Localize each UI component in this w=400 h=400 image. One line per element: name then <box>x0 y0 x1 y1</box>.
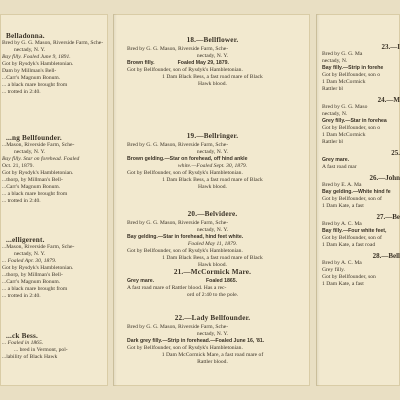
entry-line: ... a black mare brought from <box>2 191 68 197</box>
entry-line: 1 Dam McCormick Mare, a fast road mare of <box>161 352 264 358</box>
entry-line: 1 Dam Kate, a fast <box>322 203 364 209</box>
entry-line: ... trotted in 2:40. <box>2 198 41 204</box>
entry-line: nectady, N. Y. <box>14 251 46 257</box>
entry-line: 1 Dam Black Bess, a fast road mare of Black <box>162 177 263 183</box>
entry-line: 28.—Bell <box>372 253 400 260</box>
entry-line: ... a black mare brought from <box>2 286 68 292</box>
entry-line: Got by Bellfounder, son of Rysdyk's Hambletonian. <box>127 170 243 176</box>
entry-line: Got by Bellfounder, son of Rysdyk's Hambletonian. <box>127 67 243 73</box>
catalog-page-right <box>316 14 400 386</box>
entry-line: Got by Bellfounder, son o <box>322 125 381 131</box>
entry-line: Got by Bellfounder, son <box>322 274 376 280</box>
entry-line: ...Carr's Magnum Bonum. <box>2 75 61 81</box>
entry-line: Bay filly. Foaled June 9, 1891. <box>2 54 71 60</box>
entry-line: ... trotted in 2:40. <box>2 89 41 95</box>
horse-entry <box>113 36 310 88</box>
entry-line: 1 Dam Black Bess, a fast road mare of Black <box>162 74 263 80</box>
entry-line: Got by Rysdyk's Hambletonian. <box>2 170 74 176</box>
entry-line: ...Carr's Magnum Bonum. <box>2 184 61 190</box>
entry-line: Got by Bellfounder, son o <box>322 72 381 78</box>
entry-line: Bay filly.—Four white feet, <box>322 228 387 234</box>
entry-title: 18.—Bellflower. <box>186 36 239 44</box>
entry-line: Bred by G. G. Maso <box>322 104 368 110</box>
entry-line: ... Foaled Apr. 30, 1879. <box>2 258 57 264</box>
entry-line: Grey filly. <box>322 267 345 273</box>
entry-line: 1 Dam Kate, a fast <box>322 281 364 287</box>
entry-title: ...ng Bellfounder. <box>6 134 62 142</box>
entry-line: Bay gelding.—White hind fe <box>322 189 391 195</box>
entry-title: ...ck Bess. <box>6 332 38 340</box>
entry-line: Got by Bellfounder, son of Rysdyk's Hambletonian. <box>127 345 243 351</box>
entry-line: 1 Dam McCormick <box>322 79 366 85</box>
entry-line: Bay gelding.—Star in forehead, hind feet white. <box>127 234 244 240</box>
entry-line: Foaled May 11, 1879. <box>187 241 238 247</box>
entry-line: 1 Dam Black Bess, a fast road mare of Black <box>162 255 263 261</box>
entry-line: Oct. 21, 1879. <box>2 163 34 169</box>
entry-line: Rattler blood. <box>197 359 228 365</box>
horse-entry <box>0 236 108 300</box>
entry-line: Dark grey filly.—Strip in forehead.—Foaled June 16, '81. <box>127 338 265 344</box>
entry-line: nectady, N. Y. <box>196 53 229 59</box>
entry-line: 25. <box>391 150 400 157</box>
entry-line: Bred by E. A. Ma <box>322 182 362 188</box>
entry-line: ord of 2:40 to the pole. <box>186 292 239 298</box>
entry-line: Hawk blood. <box>198 262 227 268</box>
entry-line: Bred by G. G. Mason, Riverside Farm, Sche- <box>127 220 229 226</box>
entry-line: Got by Rysdyk's Hambletonian. <box>2 265 74 271</box>
entry-line: Brown gelding.—Star on forehead, off hind ankle <box>127 156 248 162</box>
entry-line: ...lability of Black Hawk <box>2 354 58 360</box>
entry-line: Got by Bellfounder, son of <box>322 235 382 241</box>
entry-line: A fast road mare of Rattler blood. Has a rec- <box>127 285 227 291</box>
entry-line: white.—Foaled Sept. 30, 1879. <box>177 163 248 169</box>
horse-entry <box>113 210 310 269</box>
entry-line: 27.—Be <box>376 214 400 221</box>
entry-line: Hawk blood. <box>198 184 227 190</box>
right-entries <box>316 14 400 288</box>
entry-line: Grey mare. Foaled 1865. <box>127 278 238 284</box>
entry-line: Rattler bl <box>322 86 343 92</box>
entry-line: nectady, N. <box>322 111 348 117</box>
horse-entry <box>113 314 310 366</box>
entry-line: Got by Bellfounder, son of Rysdyk's Hambletonian. <box>127 248 243 254</box>
catalog-page-left <box>0 14 108 386</box>
entry-line: 1 Dam McCormick <box>322 132 366 138</box>
entry-line: Rattler bl <box>322 139 343 145</box>
entry-line: Got by Bellfounder, son of <box>322 196 382 202</box>
entry-title: 22.—Lady Bellfounder. <box>174 314 251 322</box>
entry-line: ...thorp, by Millman's Bell- <box>2 272 63 278</box>
horse-entry <box>0 332 108 361</box>
entry-line: ...Mason, Riverside Farm, Sche- <box>2 244 75 250</box>
entry-title: Belladonna. <box>6 32 45 40</box>
entry-line: Dam by Millman's Bell- <box>2 68 57 74</box>
entry-line: nectady, N. Y. <box>14 149 46 155</box>
entry-line: A fast road mar <box>322 164 357 170</box>
entry-line: Brown filly. Foaled May 29, 1879. <box>127 60 229 66</box>
entry-line: Bred by G. G. Mason, Riverside Farm, Sche- <box>127 46 229 52</box>
entry-line: nectady, N. Y. <box>196 227 229 233</box>
entry-line: ... bred in Vermont, pol- <box>14 347 68 353</box>
entry-line: Bay filly. Star on forehead. Foaled <box>2 156 80 162</box>
entry-line: 24.—M <box>377 97 400 104</box>
entry-title: 19.—Bellringer. <box>186 132 239 140</box>
entry-line: Grey filly.—Star in forehea <box>322 118 387 124</box>
entry-title: 21.—McCormick Mare. <box>173 268 252 276</box>
entry-line: nectady, N. <box>322 58 348 64</box>
entry-line: ... a black mare brought from <box>2 82 68 88</box>
entry-line: ...Mason, Riverside Farm, Sche- <box>2 142 75 148</box>
entry-line: 26.—John <box>369 175 400 182</box>
entry-line: Bred by G. G. Mason, Riverside Farm, Sche- <box>127 142 229 148</box>
entry-line: Bred by G. G. Mason, Riverside Farm, Sche- <box>2 40 104 46</box>
entry-line: Grey mare. <box>322 157 350 163</box>
entry-title: 20.—Belvidere. <box>187 210 238 218</box>
entry-line: Bred by G. G. Ma <box>322 51 363 57</box>
horse-entry <box>113 132 310 191</box>
entry-line: Bred by A. C. Ma <box>322 221 362 227</box>
horse-entry <box>0 32 108 96</box>
entry-line: ...Carr's Magnum Bonum. <box>2 279 61 285</box>
horse-entry <box>0 134 108 205</box>
entry-title: ...elligerent. <box>6 236 45 244</box>
entry-line: Got by Rysdyk's Hambletonian. <box>2 61 74 67</box>
entry-line: Bay filly.—Strip in forehe <box>322 65 384 71</box>
entry-line: Bred by G. G. Mason, Riverside Farm, Sche- <box>127 324 229 330</box>
entry-line: 23.—I <box>381 44 400 51</box>
entry-line: Bred by A. C. Ma <box>322 260 362 266</box>
horse-entry <box>113 268 310 299</box>
catalog-page-middle <box>113 14 310 386</box>
entry-line: ...thorp, by Millman's Bell- <box>2 177 63 183</box>
entry-line: nectady, N. Y. <box>14 47 46 53</box>
entry-line: ... trotted in 2:40. <box>2 293 41 299</box>
entry-line: nectady, N. Y. <box>196 149 229 155</box>
entry-line: ... Foaled in 1865. <box>2 340 44 346</box>
entry-line: nectady, N. Y. <box>196 331 229 337</box>
entry-line: 1 Dam Kate, a fast road <box>322 242 376 248</box>
entry-line: Hawk blood. <box>198 81 227 87</box>
